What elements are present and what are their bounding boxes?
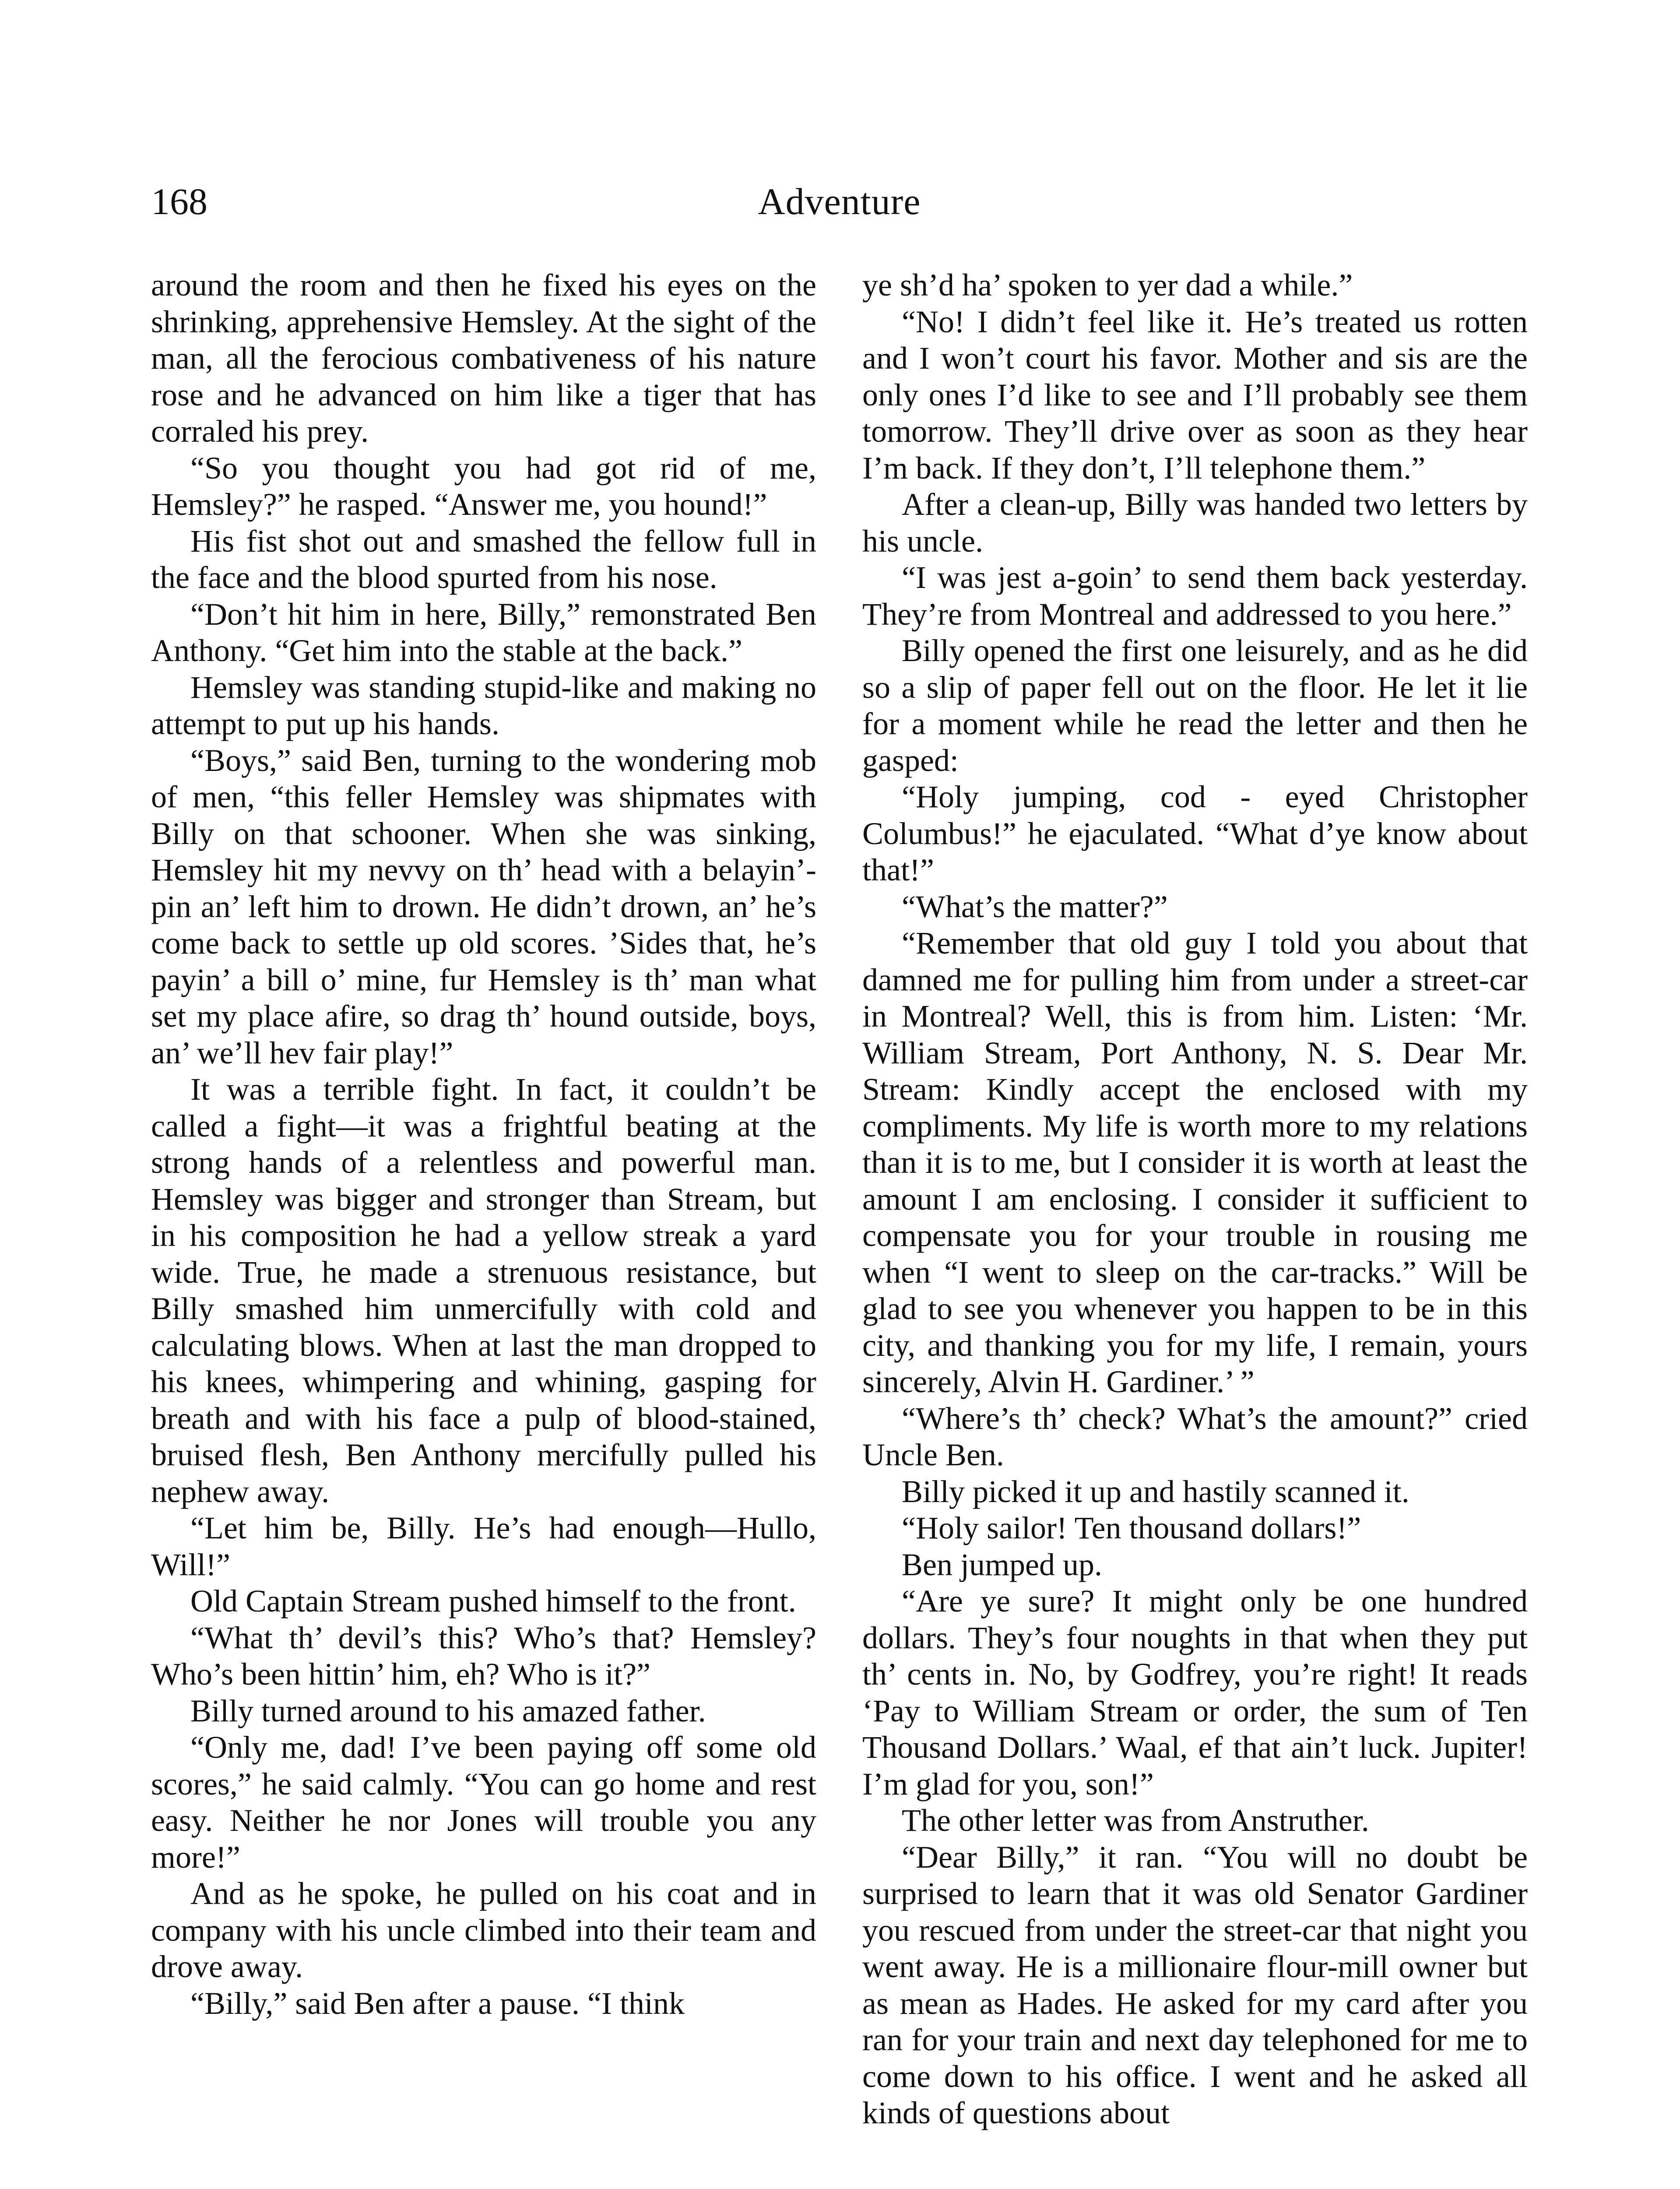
paragraph: “I was jest a-goin’ to send them back yesterday. They’re from Montreal and addressed to you here.” (862, 560, 1528, 632)
paragraph: Billy picked it up and hastily scanned it. (902, 1474, 1409, 1509)
left-column (151, 267, 816, 2022)
paragraph: “Remember that old guy I told you about that damned me for pulling him from under a street-car in Montreal? Well, this is from him. Listen: ‘Mr. William Stream, Port Anthony, N. S. Dear Mr. Stream: Kindly accept the enclosed with my compliments. My life is worth more to my relations than it is to me, but I consider it is worth at least the amount I am enclosing. I consider it sufficient to compensate you for your trouble in rousing me when “I went to sleep on the car-tracks.” Will be glad to see you whenever you happen to be in this city, and thanking you for my life, I remain, yours sincerely, Alvin H. Gardiner.’ ” (862, 926, 1528, 1399)
paragraph: Old Captain Stream pushed himself to the front. (190, 1584, 796, 1619)
paragraph: Billy opened the first one leisurely, and as he did so a slip of paper fell out on the floor. He let it lie for a moment while he read the letter and then he gasped: (862, 633, 1528, 778)
running-head: Adventure (758, 180, 921, 222)
paragraph: “Let him be, Billy. He’s had enough—Hullo, Will!” (151, 1510, 816, 1582)
paragraph: “Holy jumping, cod - eyed Christopher Columbus!” he ejaculated. “What d’ye know about that!” (862, 779, 1528, 887)
paragraph: It was a terrible fight. In fact, it couldn’t be called a fight—it was a frightful beating at the strong hands of a relentless and powerful man. Hemsley was bigger and stronger than Stream, but in his composition he had a yellow streak a yard wide. True, he made a strenuous resistance, but Billy smashed him unmercifully with cold and calculating blows. When at last the man dropped to his knees, whimpering and whining, gasping for breath and with his face a pulp of blood-stained, bruised flesh, Ben Anthony mercifully pulled his nephew away. (151, 1072, 816, 1509)
paragraph: His fist shot out and smashed the fellow full in the face and the blood spurted from his nose. (151, 523, 816, 595)
paragraph: After a clean-up, Billy was handed two letters by his uncle. (862, 487, 1528, 559)
paragraph: And as he spoke, he pulled on his coat and in company with his uncle climbed into their team and drove away. (151, 1876, 816, 1984)
right-column (862, 267, 1528, 2132)
page-header (151, 175, 1528, 236)
paragraph: “Where’s th’ check? What’s the amount?” cried Uncle Ben. (862, 1401, 1528, 1472)
paragraph: “Dear Billy,” it ran. “You will no doubt be surprised to learn that it was old Senator Gardiner you rescued from under the street-car that night you went away. He is a millionaire flour-mill owner but as mean as Hades. He asked for my card after you ran for your train and next day telephoned for me to come down to his office. I went and he asked all kinds of questions about (862, 1839, 1528, 2130)
paragraph: “What’s the matter?” (902, 889, 1168, 924)
paragraph: “Holy sailor! Ten thousand dollars!” (902, 1510, 1361, 1545)
paragraph: The other letter was from Anstruther. (902, 1803, 1369, 1838)
paragraph: “Don’t hit him in here, Billy,” remonstrated Ben Anthony. “Get him into the stable at the back.” (151, 596, 816, 668)
paragraph: “Boys,” said Ben, turning to the wondering mob of men, “this feller Hemsley was shipmates with Billy on that schooner. When she was sinking, Hemsley hit my nevvy on th’ head with a belayin’-pin an’ left him to drown. He didn’t drown, an’ he’s come back to settle up old scores. ’Sides that, he’s payin’ a bill o’ mine, fur Hemsley is th’ man what set my place afire, so drag th’ hound outside, boys, an’ we’ll hev fair play!” (151, 743, 816, 1070)
paragraph: ye sh’d ha’ spoken to yer dad a while.” (862, 267, 1353, 303)
paragraph: “Billy,” said Ben after a pause. “I think (190, 1985, 685, 2021)
paragraph: “So you thought you had got rid of me, Hemsley?” he rasped. “Answer me, you hound!” (151, 450, 816, 522)
paragraph: Billy turned around to his amazed father. (190, 1693, 706, 1728)
paragraph: Ben jumped up. (902, 1547, 1102, 1582)
page-number: 168 (151, 180, 207, 222)
paragraph: “Are ye sure? It might only be one hundred dollars. They’s four noughts in that when they put th’ cents in. No, by Godfrey, you’re right! It reads ‘Pay to William Stream or order, the sum of Ten Thousand Dollars.’ Waal, ef that ain’t luck. Jupiter! I’m glad for you, son!” (862, 1584, 1528, 1802)
paragraph: “No! I didn’t feel like it. He’s treated us rotten and I won’t court his favor. Mother and sis are the only ones I’d like to see and I’ll probably see them tomorrow. They’ll drive over as soon as they hear I’m back. If they don’t, I’ll telephone them.” (862, 304, 1528, 486)
paragraph: Hemsley was standing stupid-like and making no attempt to put up his hands. (151, 669, 816, 741)
paragraph: “Only me, dad! I’ve been paying off some old scores,” he said calmly. “You can go home and rest easy. Neither he nor Jones will trouble you any more!” (151, 1730, 816, 1875)
paragraph: “What th’ devil’s this? Who’s that? Hemsley? Who’s been hittin’ him, eh? Who is it?” (151, 1620, 816, 1692)
paragraph: around the room and then he fixed his eyes on the shrinking, apprehensive Hemsley. At the sight of the man, all the ferocious combativeness of his nature rose and he advanced on him like a tiger that has corraled his prey. (151, 267, 816, 449)
